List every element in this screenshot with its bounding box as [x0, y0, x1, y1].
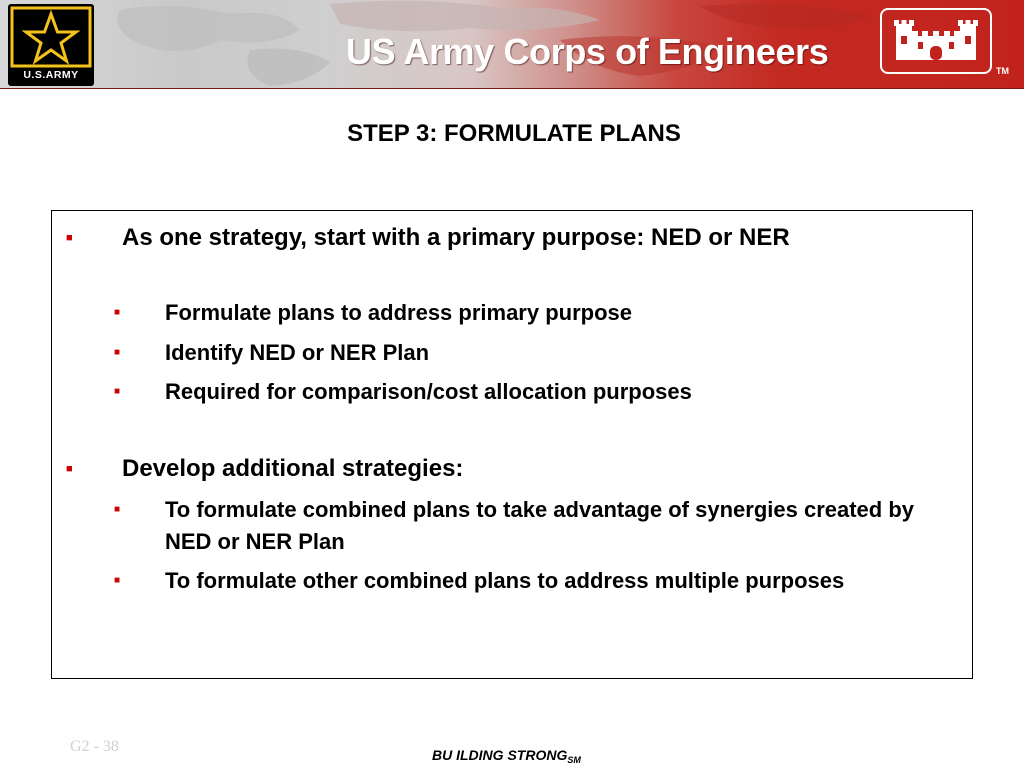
sub-bullet-text: Identify NED or NER Plan [165, 340, 430, 365]
service-mark: SM [567, 755, 581, 765]
sub-bullet-text: To formulate combined plans to take advantage of synergies created by NED or NER Plan [165, 497, 915, 554]
sub-bullet-marker-icon: ■ [114, 504, 121, 515]
bullet-text: As one strategy, start with a primary purpose: NED or NER [122, 224, 790, 251]
sub-bullet-text: Formulate plans to address primary purpose [165, 300, 633, 325]
corps-castle-logo [880, 8, 992, 74]
us-army-logo [8, 4, 94, 86]
header-banner [0, 0, 1024, 89]
sub-bullet-marker-icon: ■ [114, 386, 121, 397]
tagline-text: BU ILDING STRONG [432, 747, 568, 763]
castle-icon [882, 10, 990, 72]
bullet-marker-icon: ■ [66, 232, 73, 244]
trademark-mark: TM [996, 66, 1009, 76]
bullet-text: Develop additional strategies: [122, 455, 464, 482]
content-box [51, 210, 973, 679]
building-strong-tagline [432, 747, 581, 765]
sub-bullet-marker-icon: ■ [114, 347, 121, 358]
sub-bullet-text: To formulate other combined plans to address multiple purposes [165, 568, 845, 593]
slide-title: STEP 3: FORMULATE PLANS [347, 120, 681, 147]
sub-bullet-marker-icon: ■ [114, 575, 121, 586]
slide-number: G2 - 38 [70, 738, 119, 755]
sub-bullet-marker-icon: ■ [114, 307, 121, 318]
army-logo-label: U.S.ARMY [23, 69, 79, 81]
organization-title: US Army Corps of Engineers [346, 31, 829, 72]
sub-bullet-text: Required for comparison/cost allocation purposes [165, 379, 692, 404]
bullet-marker-icon: ■ [66, 463, 73, 475]
